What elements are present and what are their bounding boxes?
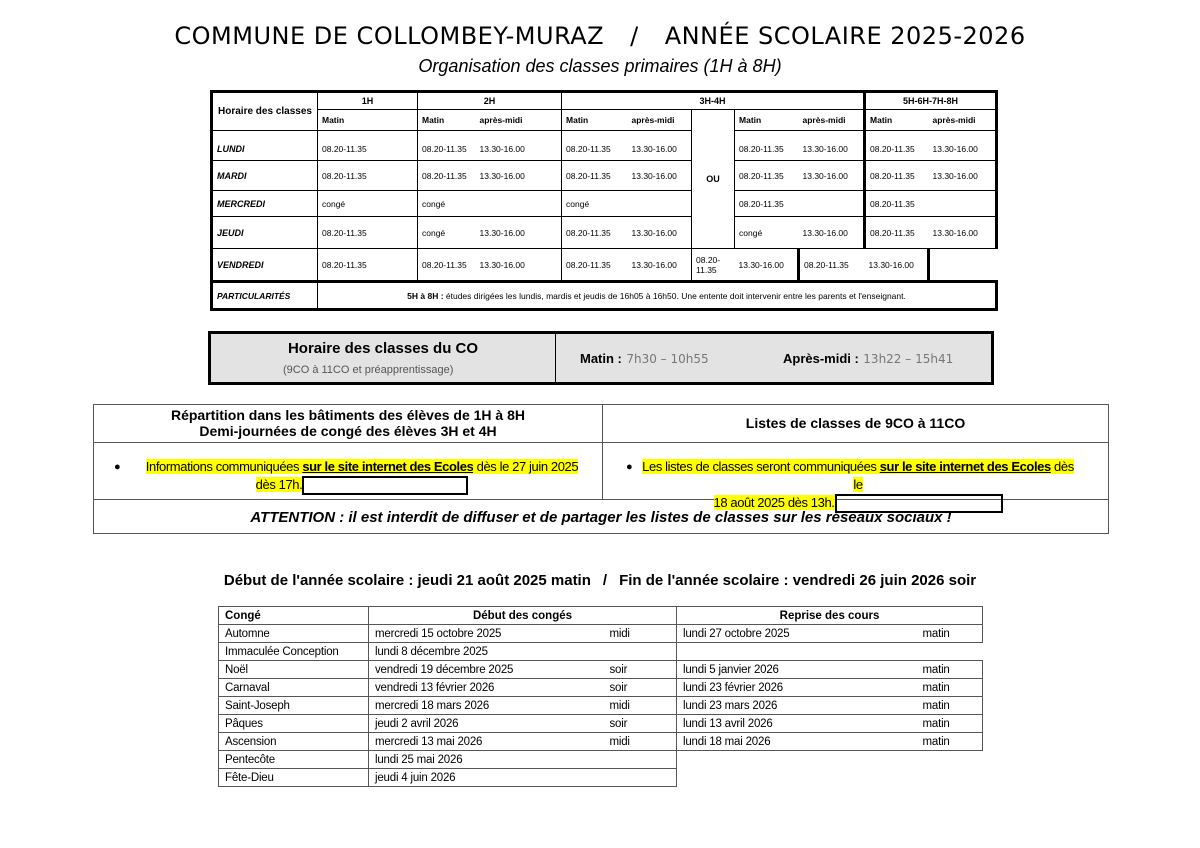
- day-label: MERCREDI: [212, 191, 318, 217]
- bullet-icon: ●: [114, 461, 121, 473]
- holiday-name: Automne: [219, 625, 369, 643]
- spacer-cell: [799, 131, 865, 139]
- holiday-name: Immaculée Conception: [219, 643, 369, 661]
- dates-separator: /: [602, 572, 608, 589]
- title-year: ANNÉE SCOLAIRE 2025-2026: [664, 22, 1026, 50]
- holiday-return-when: matin: [917, 697, 983, 715]
- time-cell: 08.20-11.35: [865, 191, 929, 217]
- holiday-name: Noël: [219, 661, 369, 679]
- spacer-cell: [628, 131, 692, 139]
- holiday-name: Saint-Joseph: [219, 697, 369, 715]
- time-cell: 08.20-11.35: [318, 217, 418, 249]
- holiday-name: Ascension: [219, 733, 369, 751]
- co-subtitle: (9CO à 11CO et préapprentissage): [283, 364, 454, 376]
- subheader-matin: Matin: [318, 110, 418, 131]
- holiday-start: jeudi 2 avril 2026: [369, 715, 604, 733]
- time-cell: 08.20-11.35: [418, 249, 476, 282]
- co-matin-value: 7h30 – 10h55: [626, 352, 709, 366]
- holidays-table: [218, 606, 983, 787]
- time-cell: 13.30-16.00: [929, 161, 997, 191]
- holiday-return: [677, 643, 917, 661]
- subheader-matin: Matin: [735, 110, 799, 131]
- time-cell: [799, 191, 865, 217]
- group-header-3h4h: 3H-4H: [562, 92, 865, 110]
- table-row: [219, 697, 983, 715]
- subheader-apres-midi: après-midi: [799, 110, 865, 131]
- holiday-start: lundi 25 mai 2026: [369, 751, 604, 769]
- redacted-box: [302, 476, 468, 495]
- day-label: VENDREDI: [212, 249, 318, 282]
- holiday-return-when: matin: [917, 625, 983, 643]
- holiday-start-when: [604, 751, 677, 769]
- time-cell: 13.30-16.00: [799, 161, 865, 191]
- attention-notice: ATTENTION : il est interdit de diffuser et de partager les listes de classes sur les réseaux sociaux !: [250, 509, 952, 526]
- spacer-cell: [562, 131, 628, 139]
- ecoles-website-link[interactable]: sur le site internet des Ecoles: [879, 459, 1051, 474]
- holiday-start-when: soir: [604, 715, 677, 733]
- holiday-name: Carnaval: [219, 679, 369, 697]
- time-cell: 08.20-11.35: [562, 161, 628, 191]
- corner-header: Horaire des classes: [212, 92, 318, 131]
- school-year-start: Début de l'année scolaire : jeudi 21 août 2025 matin: [223, 572, 591, 589]
- time-cell: 13.30-16.00: [799, 217, 865, 249]
- holiday-return: lundi 23 mars 2026: [677, 697, 917, 715]
- spacer-cell: [476, 131, 562, 139]
- header-conge: Congé: [219, 607, 369, 625]
- repartition-box: [93, 404, 1109, 534]
- co-schedule-box: [208, 331, 994, 385]
- time-cell: 13.30-16.00: [929, 139, 997, 161]
- holiday-return-when: matin: [917, 733, 983, 751]
- repartition-heading-line1: Répartition dans les bâtiments des élèves de 1H à 8H: [170, 407, 526, 423]
- holiday-start-when: [604, 769, 677, 787]
- repartition-info-date: dès le 27 juin 2025: [473, 459, 579, 474]
- empty-cell: [917, 751, 983, 769]
- subheader-matin: Matin: [418, 110, 476, 131]
- holiday-return-when: [917, 643, 983, 661]
- schedule-row-mardi: [212, 161, 997, 191]
- time-cell: 08.20-11.35: [735, 139, 799, 161]
- group-header-5h8h: 5H-6H-7H-8H: [865, 92, 997, 110]
- time-cell: congé: [418, 217, 476, 249]
- holiday-start-when: midi: [604, 697, 677, 715]
- time-cell: 13.30-16.00: [476, 217, 562, 249]
- time-cell: 08.20-11.35: [318, 249, 418, 282]
- subheader-matin: Matin: [865, 110, 929, 131]
- holiday-start: lundi 8 décembre 2025: [369, 643, 604, 661]
- time-cell: congé: [562, 191, 628, 217]
- time-cell: 13.30-16.00: [865, 249, 929, 282]
- time-cell: 13.30-16.00: [628, 139, 692, 161]
- time-cell: [628, 191, 692, 217]
- school-year-dates: [0, 572, 1200, 589]
- holiday-start: mercredi 13 mai 2026: [369, 733, 604, 751]
- co-apres-label: Après-midi :: [783, 351, 859, 366]
- particularites-label: PARTICULARITÉS: [212, 282, 318, 310]
- day-label: LUNDI: [212, 139, 318, 161]
- time-cell: congé: [735, 217, 799, 249]
- table-row: [219, 679, 983, 697]
- holiday-start: vendredi 13 février 2026: [369, 679, 604, 697]
- holiday-name: Pâques: [219, 715, 369, 733]
- schedule-row-lundi: [212, 139, 997, 161]
- table-row: [219, 625, 983, 643]
- time-cell: 13.30-16.00: [929, 217, 997, 249]
- table-row: [219, 661, 983, 679]
- spacer-cell: [929, 131, 997, 139]
- repartition-heading: [94, 407, 602, 439]
- time-cell: 13.30-16.00: [799, 139, 865, 161]
- primary-schedule-table: [210, 90, 998, 311]
- co-times-panel: [556, 334, 991, 382]
- holiday-start: jeudi 4 juin 2026: [369, 769, 604, 787]
- co-matin-label: Matin :: [580, 351, 622, 366]
- holiday-start-when: [604, 643, 677, 661]
- time-cell: 08.20-11.35: [318, 139, 418, 161]
- time-cell: congé: [418, 191, 476, 217]
- title-separator: /: [630, 22, 639, 50]
- listes-info-time: 18 août 2025 dès 13h.: [713, 495, 835, 510]
- time-cell: 13.30-16.00: [735, 249, 799, 282]
- header-reprise: Reprise des cours: [677, 607, 983, 625]
- particularites-bold: 5H à 8H :: [407, 290, 444, 301]
- listes-info-date: dès le: [853, 459, 1074, 492]
- listes-info: [638, 458, 1078, 513]
- schedule-row-jeudi: [212, 217, 997, 249]
- time-cell: 08.20-11.35: [318, 161, 418, 191]
- time-cell: 13.30-16.00: [476, 139, 562, 161]
- co-apres: [783, 350, 953, 368]
- holiday-start: mercredi 18 mars 2026: [369, 697, 604, 715]
- day-label: MARDI: [212, 161, 318, 191]
- group-header-1h: 1H: [318, 92, 418, 110]
- holiday-return: lundi 5 janvier 2026: [677, 661, 917, 679]
- holiday-return: lundi 27 octobre 2025: [677, 625, 917, 643]
- header-debut: Début des congés: [369, 607, 677, 625]
- repartition-info-text: Informations communiquées: [145, 459, 303, 474]
- spacer-cell: [865, 131, 929, 139]
- table-row: [219, 769, 983, 787]
- holiday-start-when: midi: [604, 625, 677, 643]
- time-cell: 08.20-11.35: [562, 139, 628, 161]
- time-cell: 08.20-11.35: [799, 249, 865, 282]
- holiday-return-when: matin: [917, 715, 983, 733]
- co-title-panel: [211, 334, 556, 382]
- empty-cell: [677, 751, 917, 769]
- time-cell: 08.20-11.35: [418, 161, 476, 191]
- ecoles-website-link[interactable]: sur le site internet des Ecoles: [302, 459, 474, 474]
- table-row: [219, 643, 983, 661]
- time-cell: 08.20-11.35: [735, 191, 799, 217]
- co-title: Horaire des classes du CO: [287, 340, 479, 357]
- schedule-row-mercredi: [212, 191, 997, 217]
- table-row: [219, 733, 983, 751]
- spacer-cell: [318, 131, 418, 139]
- co-apres-value: 13h22 – 15h41: [863, 352, 954, 366]
- listes-info-text: Les listes de classes seront communiquées: [642, 459, 880, 474]
- holiday-start-when: soir: [604, 679, 677, 697]
- holiday-start: mercredi 15 octobre 2025: [369, 625, 604, 643]
- time-cell: 13.30-16.00: [628, 249, 692, 282]
- holiday-return: lundi 23 février 2026: [677, 679, 917, 697]
- empty-cell: [917, 769, 983, 787]
- subheader-apres-midi: après-midi: [628, 110, 692, 131]
- subheader-apres-midi: après-midi: [929, 110, 997, 131]
- time-cell: [476, 191, 562, 217]
- time-cell: 08.20-11.35: [692, 249, 735, 282]
- time-cell: 08.20-11.35: [865, 161, 929, 191]
- particularites-body: études dirigées les lundis, mardis et jeudis de 16h05 à 16h50. Une entente doit intervenir entre les parents et l'enseignant.: [443, 290, 906, 301]
- time-cell: 08.20-11.35: [735, 161, 799, 191]
- holiday-name: Pentecôte: [219, 751, 369, 769]
- day-label: JEUDI: [212, 217, 318, 249]
- page-subtitle: Organisation des classes primaires (1H à 8H): [418, 56, 782, 76]
- empty-cell: [677, 769, 917, 787]
- repartition-heading-line2: Demi-journées de congé des élèves 3H et 4H: [199, 423, 497, 439]
- holiday-start-when: soir: [604, 661, 677, 679]
- time-cell: 08.20-11.35: [562, 217, 628, 249]
- time-cell: congé: [318, 191, 418, 217]
- holiday-return: lundi 13 avril 2026: [677, 715, 917, 733]
- listes-heading: Listes de classes de 9CO à 11CO: [745, 415, 966, 431]
- time-cell: 13.30-16.00: [628, 217, 692, 249]
- time-cell: 13.30-16.00: [476, 161, 562, 191]
- particularites-row: [212, 282, 997, 310]
- time-cell: 13.30-16.00: [628, 161, 692, 191]
- holidays-header-row: [219, 607, 983, 625]
- holiday-return-when: matin: [917, 661, 983, 679]
- table-row: [219, 715, 983, 733]
- particularites-text: [318, 282, 997, 310]
- page-title: [0, 22, 1200, 50]
- holiday-start: vendredi 19 décembre 2025: [369, 661, 604, 679]
- time-cell: [929, 191, 997, 217]
- table-row: [219, 751, 983, 769]
- school-year-end: Fin de l'année scolaire : vendredi 26 juin 2026 soir: [619, 572, 977, 589]
- holiday-name: Fête-Dieu: [219, 769, 369, 787]
- repartition-info-time: dès 17h.: [255, 477, 303, 492]
- group-header-2h: 2H: [418, 92, 562, 110]
- ou-divider: OU: [692, 110, 735, 249]
- bullet-icon: ●: [626, 461, 633, 473]
- spacer-cell: [212, 131, 318, 139]
- time-cell: 13.30-16.00: [476, 249, 562, 282]
- time-cell: 08.20-11.35: [562, 249, 628, 282]
- schedule-row-vendredi: [212, 249, 997, 282]
- holiday-start-when: midi: [604, 733, 677, 751]
- holiday-return-when: matin: [917, 679, 983, 697]
- time-cell: 08.20-11.35: [865, 139, 929, 161]
- holiday-return: lundi 18 mai 2026: [677, 733, 917, 751]
- title-commune: COMMUNE DE COLLOMBEY-MURAZ: [174, 22, 605, 50]
- co-matin: [580, 350, 709, 368]
- spacer-cell: [735, 131, 799, 139]
- subheader-apres-midi: après-midi: [476, 110, 562, 131]
- time-cell: 08.20-11.35: [418, 139, 476, 161]
- spacer-cell: [418, 131, 476, 139]
- time-cell: 08.20-11.35: [865, 217, 929, 249]
- subheader-matin: Matin: [562, 110, 628, 131]
- repartition-info: [132, 458, 592, 495]
